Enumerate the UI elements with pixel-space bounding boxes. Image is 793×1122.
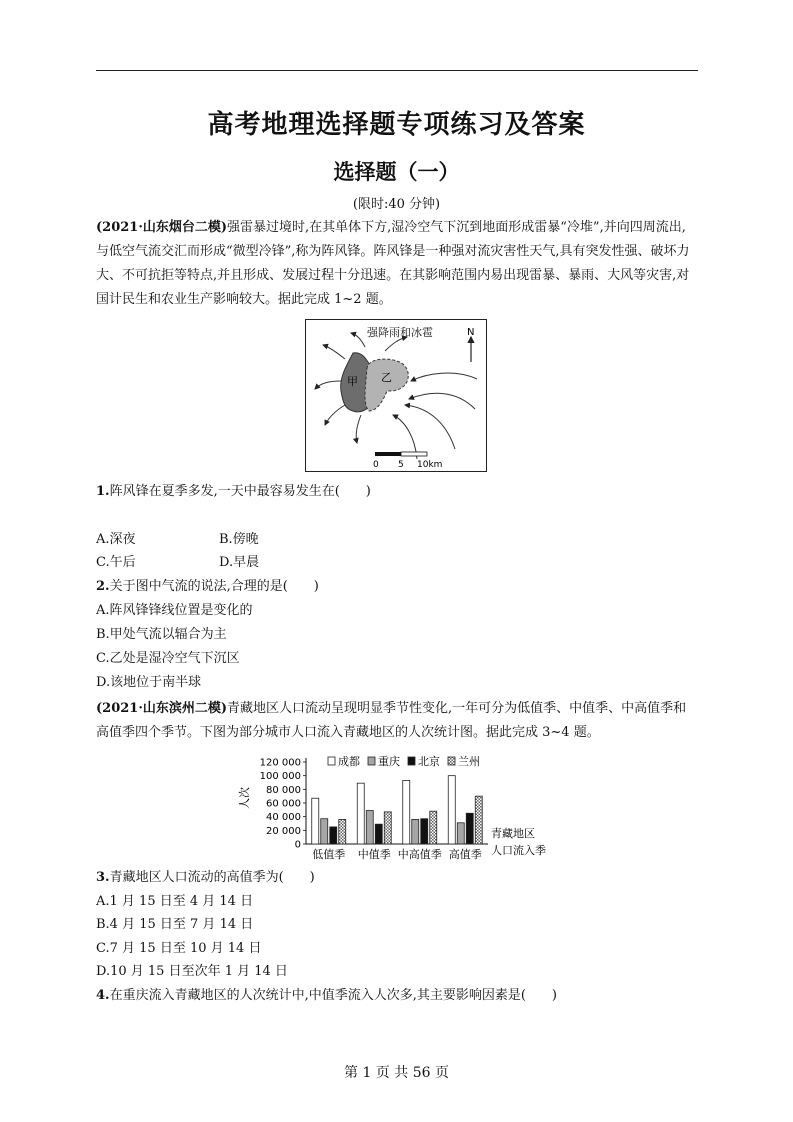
question-1: 1.阵风锋在夏季多发,一天中最容易发生在( ) [96, 484, 371, 499]
legend-label: 北京 [418, 755, 440, 768]
y-tick-label: 40 000 [266, 812, 301, 824]
bar-重庆 [321, 819, 328, 844]
bar-重庆 [412, 819, 419, 844]
question-4: 4.在重庆流入青藏地区的人次统计中,中值季流入人次多,其主要影响因素是( ) [96, 988, 557, 1003]
bar-北京 [421, 819, 428, 844]
bar-兰州 [339, 819, 346, 844]
bar-北京 [375, 824, 382, 844]
q3-option-a: A.1 月 15 日至 4 月 14 日 [96, 894, 254, 909]
section-title: 选择题（一） [333, 160, 460, 184]
bar-兰州 [384, 812, 391, 844]
y-tick-label: 100 000 [259, 771, 301, 783]
q3-option-d: D.10 月 15 日至次年 1 月 14 日 [96, 964, 288, 979]
source-tag-2: (2021·山东滨州二模) [96, 701, 228, 716]
intro-paragraph-1 [96, 216, 698, 312]
legend-label: 成都 [338, 755, 360, 768]
header-rule [96, 70, 698, 71]
q3-option-c: C.7 月 15 日至 10 月 14 日 [96, 941, 262, 956]
q2-option-b: B.甲处气流以辐合为主 [96, 627, 227, 642]
legend-swatch [328, 757, 335, 765]
label-yi: 乙 [381, 371, 392, 384]
scale-5: 5 [398, 460, 404, 470]
q1-option-a: A.深夜 [96, 532, 136, 547]
page-footer: 第 1 页 共 56 页 [344, 1065, 449, 1081]
time-limit: (限时:40 分钟) [352, 197, 441, 212]
scale-10: 10km [417, 460, 443, 470]
y-axis-label: 人次 [238, 787, 251, 809]
north-label: N [467, 327, 475, 338]
x-tick-label: 中高值季 [397, 848, 442, 861]
bar-兰州 [475, 796, 482, 844]
q2-option-a: A.阵风锋锋线位置是变化的 [96, 603, 253, 618]
label-jia: 甲 [347, 375, 358, 388]
legend-swatch [408, 757, 415, 765]
x-tick-label: 高值季 [448, 848, 482, 861]
y-tick-label: 120 000 [259, 757, 301, 769]
intro-text: 强雷暴过境时,在其单体下方,湿冷空气下沉到地面形成雷暴“冷堆”,并向四周流出,与低空气流交汇而形成“微型冷锋”,称为阵风锋。阵风锋是一种强对流灾害性天气,具有突发性强、破坏力大、不可抗拒等特点,并且形成、发展过程十分迅速。在其影响范围内易出现雷暴、暴雨、大风等灾害,对国计民生和农业生产影响较大。据此完成 1~2 题。 [96, 220, 690, 307]
population-flow-chart [240, 752, 560, 864]
y-tick-label: 60 000 [266, 798, 301, 810]
question-3: 3.青藏地区人口流动的高值季为( ) [96, 870, 315, 885]
q2-option-d: D.该地位于南半球 [96, 675, 202, 690]
bar-北京 [466, 813, 473, 844]
bar-成都 [448, 776, 455, 844]
legend-swatch [448, 757, 455, 765]
bar-重庆 [457, 823, 464, 844]
question-2: 2.关于图中气流的说法,合理的是( ) [96, 579, 319, 594]
scale-bar-dark [375, 452, 401, 456]
bar-成都 [403, 780, 410, 844]
bar-成都 [312, 798, 319, 844]
q3-option-b: B.4 月 15 日至 7 月 14 日 [96, 917, 254, 932]
map-label-top: 强降雨和冰雹 [367, 326, 433, 339]
y-tick-label: 20 000 [266, 825, 301, 837]
legend-label: 重庆 [378, 755, 400, 768]
source-tag: (2021·山东烟台二模) [96, 220, 228, 235]
x-tick-label: 中值季 [357, 848, 391, 861]
gust-front-map [305, 319, 487, 472]
scale-0: 0 [373, 460, 379, 470]
q1-option-c: C.午后 [96, 555, 136, 570]
q2-option-c: C.乙处是湿冷空气下沉区 [96, 651, 240, 666]
x-tick-label: 低值季 [312, 848, 346, 861]
bar-成都 [357, 783, 364, 844]
bar-北京 [330, 827, 337, 844]
x-axis-label-line2: 人口流入季 [491, 844, 546, 857]
legend-swatch [368, 757, 375, 765]
legend-label: 兰州 [458, 755, 480, 768]
intro-paragraph-2 [96, 697, 698, 745]
bar-兰州 [430, 811, 437, 844]
q1-option-d: D.早晨 [219, 555, 260, 570]
bar-重庆 [366, 811, 373, 844]
y-tick-label: 0 [294, 839, 301, 851]
page-title: 高考地理选择题专项练习及答案 [207, 110, 586, 140]
x-axis-label-line1: 青藏地区 [491, 827, 535, 840]
y-tick-label: 80 000 [266, 784, 301, 796]
q1-option-b: B.傍晚 [219, 532, 259, 547]
scale-bar-light [401, 452, 427, 456]
intro-text-2: 青藏地区人口流动呈现明显季节性变化,一年可分为低值季、中值季、中高值季和高值季四个季节。下图为部分城市人口流入青藏地区的人次统计图。据此完成 3~4 题。 [96, 701, 687, 740]
